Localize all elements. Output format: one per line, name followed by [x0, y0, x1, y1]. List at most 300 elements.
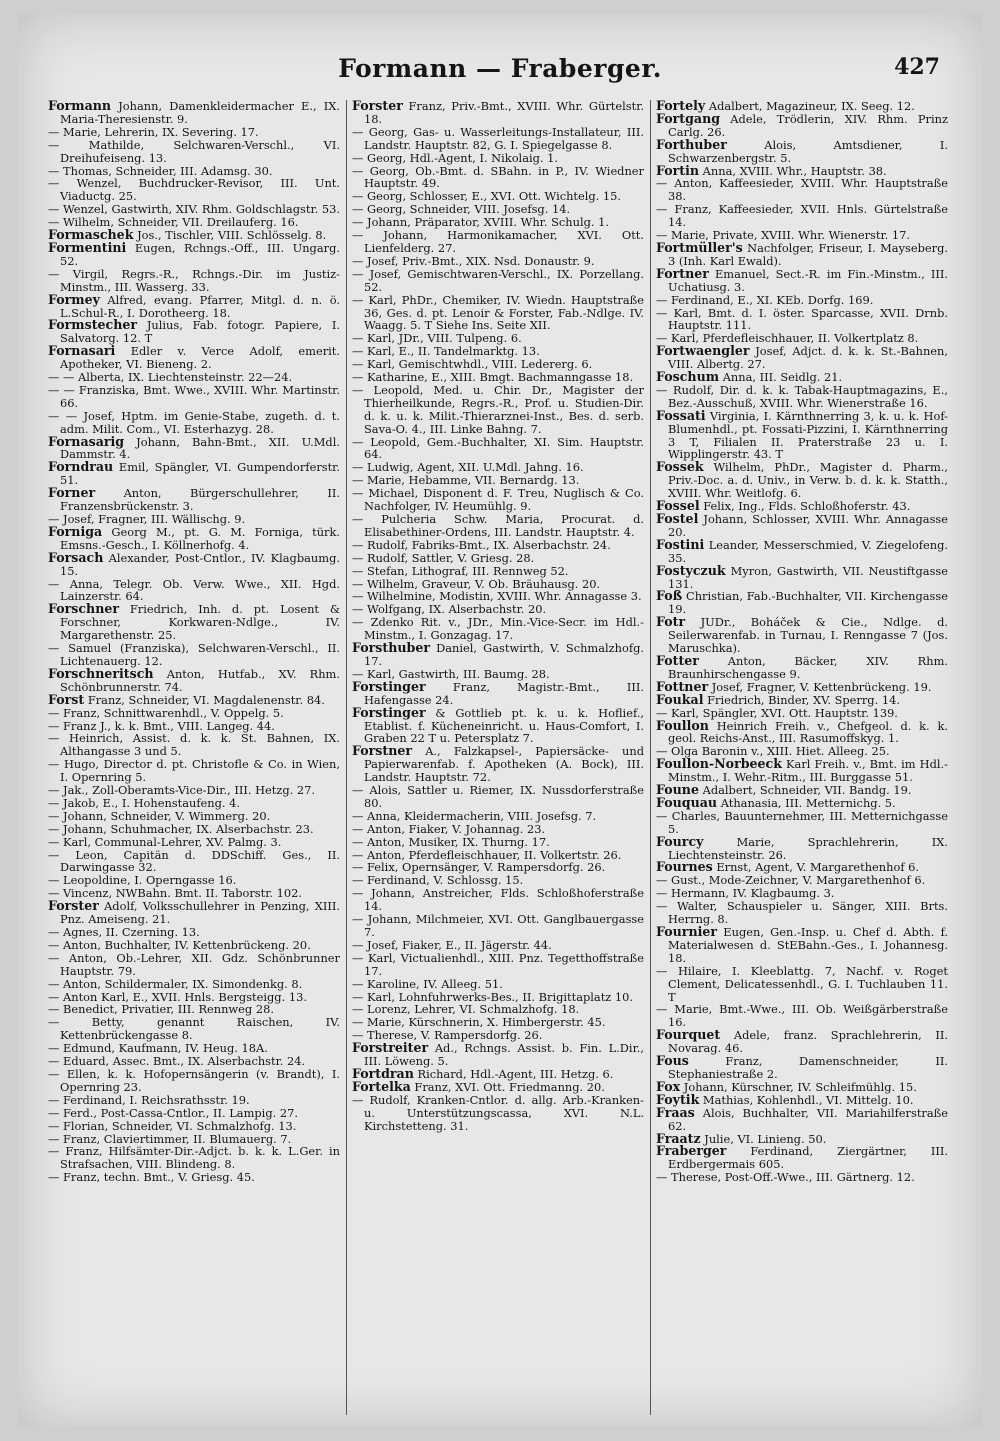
- directory-entry: [656, 110, 948, 139]
- entry-surname: Fouquau: [656, 794, 718, 810]
- entry-surname: Fraberger: [656, 1143, 727, 1159]
- directory-entry: [656, 810, 948, 836]
- directory-entry: [48, 1016, 340, 1042]
- directory-entry: [656, 717, 948, 746]
- directory-entry: [352, 745, 644, 784]
- directory-entry: [352, 784, 644, 810]
- entry-details: — Ferd., Post-Cassa-Cntlor., II. Lampig. 27.: [48, 1105, 298, 1120]
- entry-details: — Wilhelm, Schneider, VII. Dreilauferg. 16.: [48, 215, 299, 230]
- entry-details: — Johann, Präparator, XVIII. Whr. Schulg. 1.: [352, 215, 610, 230]
- entry-surname: Foukal: [656, 691, 704, 707]
- entry-surname: Foullon: [656, 717, 709, 733]
- entry-details: Alfred, evang. Pfarrer, Mitgl. d. n. ö. L.Schul-R., I. Dorotheerg. 18.: [60, 292, 340, 320]
- entry-details: Christian, Fab.-Buchhalter, VII. Kirchengasse 19.: [668, 589, 948, 617]
- entry-surname: Fotr: [656, 614, 686, 630]
- directory-entry: [352, 126, 644, 152]
- entry-details: — Georg, Hdl.-Agent, I. Nikolaig. 1.: [352, 150, 559, 165]
- entry-details: — Josef, Fragner, III. Wällischg. 9.: [48, 512, 246, 526]
- directory-entry: [48, 433, 340, 462]
- entry-surname: Formey: [48, 291, 100, 307]
- entry-details: — Felix, Opernsänger, V. Rampersdorfg. 26.: [352, 860, 606, 875]
- entry-details: — — Franziska, Bmt. Wwe., XVIII. Whr. Martinstr. 66.: [48, 382, 340, 410]
- entry-surname: Fraatz: [656, 1130, 701, 1146]
- entry-details: — Therese, Post-Off.-Wwe., III. Gärtnerg. 12.: [656, 1170, 915, 1185]
- directory-entry: [352, 268, 644, 294]
- entry-details: — Anton, Kaffeesieder, XVIII. Whr. Hauptstraße 38.: [656, 176, 948, 204]
- directory-entry: [656, 345, 948, 371]
- entry-details: — Karl, Gemischtwhdl., VIII. Ledererg. 6.: [352, 357, 593, 372]
- directory-entry: [352, 513, 644, 539]
- entry-details: — Karl, E., II. Tandelmarktg. 13.: [352, 344, 540, 359]
- directory-entry: [352, 229, 644, 255]
- entry-surname: Formaschek: [48, 227, 134, 243]
- entry-details: — Leon, Capitän d. DDSchiff. Ges., II. Darwingasse 32.: [48, 847, 340, 875]
- entry-details: Adolf, Volksschullehrer in Penzing, XIII. Pnz. Ameiseng. 21.: [60, 899, 340, 927]
- entry-surname: Fournier: [656, 924, 718, 939]
- entry-surname: Fournes: [656, 859, 713, 875]
- entry-surname: Forschneritsch: [48, 665, 154, 681]
- entry-surname: Fornasarig: [48, 433, 125, 449]
- entry-details: Anton, Hutfab., XV. Rhm. Schönbrunnerstr. 74.: [60, 666, 340, 694]
- entry-details: — Georg, Gas- u. Wasserleitungs-Installateur, III. Landstr. Hauptstr. 82, G. I. Spiegelgasse 8.: [352, 124, 644, 152]
- entry-details: — Florian, Schneider, VI. Schmalzhofg. 13.: [48, 1118, 297, 1133]
- entry-details: — Hugo, Director d. pt. Christofle & Co. in Wien, I. Opernring 5.: [48, 757, 340, 785]
- directory-entry: [48, 578, 340, 604]
- entry-details: — Hilaire, I. Kleeblattg. 7, Nachf. v. Roget Clement, Delicatessenhdl., G. I. Tuchlauben 11. T: [656, 963, 948, 1004]
- directory-entry: [48, 952, 340, 978]
- entry-details: — Anton, Musiker, IX. Thurng. 17.: [352, 834, 550, 849]
- entry-details: — Josef, Gemischtwaren-Verschl., IX. Porzellang. 52.: [352, 266, 644, 294]
- directory-entry: [656, 177, 948, 203]
- entry-details: Georg M., pt. G. M. Forniga, türk. Emsns.-Gesch., I. Köllnerhofg. 4.: [60, 524, 340, 552]
- entry-surname: Forstinger: [352, 678, 426, 694]
- entry-details: — Walter, Schauspieler u. Sänger, XIII. Brts. Herrng. 8.: [656, 899, 948, 927]
- entry-details: — Samuel (Franziska), Selchwaren-Verschl., II. Lichtenauerg. 12.: [48, 641, 340, 668]
- entry-details: Alexander, Post-Cntlor., IV. Klagbaumg. 15.: [60, 550, 340, 578]
- directory-entry: [656, 833, 948, 862]
- entry-surname: Forstner: [352, 743, 412, 759]
- directory-entry: [48, 239, 340, 268]
- entry-details: — Edmund, Kaufmann, IV. Heug. 18A.: [48, 1041, 268, 1056]
- entry-details: Myron, Gastwirth, VII. Neustiftgasse 131.: [668, 563, 948, 591]
- entry-details: — Olga Baronin v., XIII. Hiet. Alleeg. 25.: [656, 744, 890, 759]
- entry-details: — Rudolf, Fabriks-Bmt., IX. Alserbachstr. 24.: [352, 537, 611, 552]
- directory-entry: [352, 384, 644, 436]
- entry-details: — Karl, Lohnfuhrwerks-Bes., II. Brigittaplatz 10.: [352, 989, 634, 1004]
- entry-surname: Fortmüller's: [656, 239, 743, 255]
- entry-details: JUDr., Boháček & Cie., Ndlge. d. Seilerwarenfab. in Turnau, I. Renngasse 7 (Jos. Maruschka).: [668, 615, 948, 656]
- entry-details: Johann, Damenkleidermacher E., IX. Maria-Theresienstr. 9.: [60, 100, 340, 126]
- entry-details: — Anton, Buchhalter, IV. Kettenbrückeng. 20.: [48, 937, 311, 952]
- entry-surname: Forstinger: [352, 704, 426, 720]
- entry-details: — Leopoldine, I. Operngasse 16.: [48, 873, 237, 888]
- column-divider: [346, 100, 347, 1415]
- entry-details: — Rudolf, Sattler, V. Griesg. 28.: [352, 550, 535, 565]
- entry-surname: Forst: [48, 691, 85, 707]
- entry-surname: Forniga: [48, 523, 103, 539]
- directory-entry: [656, 590, 948, 616]
- entry-details: — Anna, Kleidermacherin, VIII. Josefsg. 7.: [352, 808, 597, 823]
- entry-details: Anton, Bürgerschullehrer, II. Franzensbrückenstr. 3.: [60, 486, 340, 514]
- entry-details: Karl Freih. v., Bmt. im Hdl.-Minstm., I. Wehr.-Ritm., III. Burggasse 51.: [668, 757, 948, 785]
- entry-surname: Formann: [48, 100, 112, 113]
- entry-details: — Ludwig, Agent, XII. U.Mdl. Jahng. 16.: [352, 460, 584, 475]
- directory-entry: [48, 1145, 340, 1171]
- entry-details: — Katharine, E., XIII. Bmgt. Bachmanngasse 18.: [352, 370, 634, 385]
- entry-details: Eugen, Gen.-Insp. u. Chef d. Abth. f. Materialwesen d. StEBahn.-Ges., I. Johannesg. 18.: [668, 925, 948, 965]
- entry-details: — Anton, Fiaker, V. Johannag. 23.: [352, 821, 546, 836]
- directory-entry: [48, 665, 340, 694]
- entry-surname: Forsach: [48, 549, 104, 565]
- entry-details: — Heinrich, Assist. d. k. k. St. Bahnen, IX. Althangasse 3 und 5.: [48, 731, 340, 759]
- entry-details: — Leopold, Gem.-Buchhalter, XI. Sim. Hauptstr. 64.: [352, 434, 644, 462]
- directory-entry: [352, 1094, 644, 1133]
- entry-surname: Forschner: [48, 601, 120, 617]
- directory-page: [18, 14, 982, 1427]
- directory-entry: [656, 384, 948, 410]
- entry-details: Jos., Tischler, VIII. Schlösselg. 8.: [137, 228, 327, 243]
- directory-entry: [48, 291, 340, 320]
- entry-details: Adalbert, Magazineur, IX. Seeg. 12.: [708, 100, 915, 113]
- entry-details: Adele, Trödlerin, XIV. Rhm. Prinz Carlg. 26.: [668, 111, 948, 139]
- entry-details: Edler v. Verce Adolf, emerit. Apotheker, VI. Bieneng. 2.: [60, 344, 340, 372]
- directory-entry: [352, 678, 644, 707]
- directory-entry: [352, 487, 644, 513]
- entry-details: Richard, Hdl.-Agent, III. Hetzg. 6.: [417, 1066, 614, 1081]
- entry-details: Alois, Amtsdiener, I. Schwarzenbergstr. 5.: [668, 137, 948, 165]
- entry-details: Felix, Ing., Flds. Schloßhoferstr. 43.: [703, 499, 911, 514]
- directory-entry: [656, 239, 948, 268]
- directory-entry: [48, 1068, 340, 1094]
- directory-entry: [352, 165, 644, 191]
- directory-entry: [352, 887, 644, 913]
- directory-entry: [656, 536, 948, 565]
- entry-details: — Wenzel, Buchdrucker-Revisor, III. Unt. Viaductg. 25.: [48, 176, 340, 204]
- entry-surname: Fossek: [656, 459, 704, 475]
- entry-details: Franz, XVI. Ott. Friedmanng. 20.: [414, 1079, 605, 1094]
- entry-details: Heinrich Freih. v., Chefgeol. d. k. k. geol. Reichs-Anst., III. Rasumoffskyg. 1.: [668, 718, 948, 746]
- entry-details: — Franz, Claviertimmer, II. Blumauerg. 7.: [48, 1131, 292, 1146]
- directory-entry: [656, 652, 948, 681]
- columns: [48, 100, 952, 1415]
- directory-entry: [656, 1003, 948, 1029]
- entry-surname: Foullon-Norbeeck: [656, 756, 782, 772]
- entry-surname: Fostini: [656, 536, 705, 552]
- entry-details: Ernst, Agent, V. Margarethenhof 6.: [716, 860, 920, 875]
- entry-surname: Fornasari: [48, 343, 116, 359]
- entry-surname: Foune: [656, 782, 699, 798]
- entry-details: Nachfolger, Friseur, I. Mayseberg. 3 (Inh. Karl Ewald).: [668, 240, 948, 268]
- directory-entry: [656, 965, 948, 1004]
- directory-entry: [656, 562, 948, 591]
- entry-surname: Fortely: [656, 100, 706, 113]
- directory-entry: [352, 952, 644, 978]
- entry-details: — Karl, PhDr., Chemiker, IV. Wiedn. Hauptstraße 36, Ges. d. pt. Lenoir & Forster, Fab.-Ndlge. IV. Waagg. 5. T Siehe Ins. Seite XII.: [352, 292, 644, 333]
- directory-entry: [48, 849, 340, 875]
- directory-entry: [352, 436, 644, 462]
- entry-details: — Karl, Victualienhdl., XIII. Pnz. Tegetthoffstraße 17.: [352, 950, 644, 978]
- entry-details: — Ellen, k. k. Hofopernsängerin (v. Brandt), I. Opernring 23.: [48, 1066, 340, 1094]
- page-header: [18, 54, 982, 94]
- directory-entry: [48, 139, 340, 165]
- entry-details: Friedrich, Binder, XV. Sperrg. 14.: [707, 692, 900, 707]
- entry-details: — Wolfgang, IX. Alserbachstr. 20.: [352, 602, 547, 617]
- directory-entry: [48, 461, 340, 487]
- entry-details: — Rudolf, Dir. d. k. k. Tabak-Hauptmagazins, E., Bez.-Ausschuß, XVIII. Whr. Wienerstraße 16.: [656, 382, 948, 410]
- entry-details: Anna, III. Seidlg. 21.: [722, 370, 843, 385]
- directory-entry: [656, 307, 948, 333]
- entry-details: — Ferdinand, E., XI. KEb. Dorfg. 169.: [656, 292, 874, 307]
- entry-details: A., Falzkapsel-, Papiersäcke- und Papierwarenfab. f. Apotheken (A. Bock), III. Landstr. Hauptstr. 72.: [364, 744, 644, 785]
- directory-entry: [656, 407, 948, 462]
- directory-entry: [48, 549, 340, 578]
- entry-details: Athanasia, III. Metternichg. 5.: [720, 795, 896, 810]
- directory-entry: [656, 513, 948, 539]
- directory-entry: [656, 758, 948, 784]
- entry-surname: Forster: [352, 100, 403, 113]
- entry-details: Emil, Spängler, VI. Gumpendorferstr. 51.: [60, 460, 340, 488]
- entry-details: — Pulcheria Schw. Maria, Procurat. d. Elisabethiner-Ordens, III. Landstr. Hauptstr. 4.: [352, 512, 644, 539]
- entry-details: — Johann, Schuhmacher, IX. Alserbachstr. 23.: [48, 821, 314, 836]
- directory-entry: [656, 900, 948, 926]
- entry-details: — Anton, Ob.-Lehrer, XII. Gdz. Schönbrunner Hauptstr. 79.: [48, 950, 340, 978]
- entry-details: — Jak., Zoll-Oberamts-Vice-Dir., III. Hetzg. 27.: [48, 783, 315, 798]
- entry-surname: Fostel: [656, 511, 699, 526]
- entry-details: — Johann, Milchmeier, XVI. Ott. Ganglbauergasse 7.: [352, 912, 644, 939]
- entry-surname: Forsthuber: [352, 640, 430, 656]
- entry-details: — Jakob, E., I. Hohenstaufeng. 4.: [48, 795, 241, 810]
- entry-surname: Fourcy: [656, 833, 704, 849]
- directory-entry: [48, 268, 340, 294]
- entry-surname: Formentini: [48, 239, 127, 255]
- entry-details: Leander, Messerschmied, V. Ziegelofeng. 35.: [668, 537, 948, 565]
- directory-entry: [48, 523, 340, 552]
- directory-entry: [656, 1104, 948, 1133]
- entry-surname: Fortdran: [352, 1065, 414, 1081]
- entry-details: Emanuel, Sect.-R. im Fin.-Minstm., III. Uchatiusg. 3.: [668, 266, 948, 294]
- entry-details: — Johann, Anstreicher, Flds. Schloßhoferstraße 14.: [352, 886, 644, 914]
- entry-details: — Anna, Telegr. Ob. Verw. Wwe., XII. Hgd. Lainzerstr. 64.: [48, 576, 340, 604]
- entry-details: — Rudolf, Kranken-Cntlor. d. allg. Arb.-Kranken- u. Unterstützungscassa, XVI. N.L. Kirchstetteng. 31.: [352, 1092, 644, 1133]
- entry-details: — Georg, Schneider, VIII. Josefsg. 14.: [352, 202, 571, 217]
- entry-surname: Fortgang: [656, 110, 721, 126]
- entry-details: — Johann, Harmonikamacher, XVI. Ott. Lienfelderg. 27.: [352, 228, 644, 255]
- entry-details: Mathias, Kohlenhdl., VI. Mittelg. 10.: [702, 1092, 914, 1107]
- entry-surname: Fortin: [656, 162, 700, 178]
- column-middle: [352, 100, 644, 1415]
- entry-details: Marie, Sprachlehrerin, IX. Liechtensteinstr. 26.: [668, 834, 948, 862]
- directory-entry: [656, 265, 948, 294]
- entry-details: — Wilhelm, Graveur, V. Ob. Bräuhausg. 20.: [352, 576, 601, 591]
- entry-details: — Ferdinand, V. Schlossg. 15.: [352, 873, 524, 888]
- entry-details: — Karl, Communal-Lehrer, XV. Palmg. 3.: [48, 834, 282, 849]
- entry-details: — Marie, Bmt.-Wwe., III. Ob. Weißgärberstraße 16.: [656, 1002, 948, 1030]
- directory-entry: [48, 603, 340, 642]
- entry-surname: Forstreiter: [352, 1040, 429, 1056]
- entry-details: — Karoline, IV. Alleeg. 51.: [352, 976, 503, 991]
- entry-surname: Foß: [656, 588, 683, 604]
- directory-entry: [48, 758, 340, 784]
- entry-details: — Wenzel, Gastwirth, XIV. Rhm. Goldschlagstr. 53.: [48, 202, 340, 217]
- entry-details: — Virgil, Regrs.-R., Rchngs.-Dir. im Justiz-Minstm., III. Wasserg. 33.: [48, 266, 340, 294]
- entry-details: — Karl, JDr., VIII. Tulpeng. 6.: [352, 331, 522, 346]
- directory-entry: [352, 642, 644, 668]
- entry-details: — Zdenko Rit. v., JDr., Min.-Vice-Secr. im Hdl.-Minstm., I. Gonzagag. 17.: [352, 615, 644, 643]
- entry-details: Friedrich, Inh. d. pt. Losent & Forschner, Korkwaren-Ndlge., IV. Margarethenstr. 25.: [60, 602, 340, 643]
- directory-entry: [656, 616, 948, 655]
- entry-details: — Agnes, II. Czerning. 13.: [48, 925, 200, 939]
- entry-details: — Josef, Fiaker, E., II. Jägerstr. 44.: [352, 937, 552, 952]
- entry-details: — Georg, Schlosser, E., XVI. Ott. Wichtelg. 15.: [352, 189, 622, 204]
- entry-details: — Thomas, Schneider, III. Adamsg. 30.: [48, 163, 273, 178]
- entry-details: Eugen, Rchngs.-Off., III. Ungarg. 52.: [60, 240, 340, 268]
- entry-details: Anna, XVIII. Whr., Hauptstr. 38.: [702, 163, 887, 178]
- directory-entry: [48, 177, 340, 203]
- page-title: Formann — Fraberger.: [338, 54, 662, 83]
- entry-details: & Gottlieb pt. k. u. k. Hoflief., Etablist. f. Kücheneinricht. u. Haus-Comfort, I. Graben 22 T u. Petersplatz 7.: [364, 705, 644, 746]
- entry-details: — Gust., Mode-Zeichner, V. Margarethenhof 6.: [656, 873, 926, 888]
- entry-details: — Lorenz, Lehrer, VI. Schmalzhofg. 18.: [352, 1002, 580, 1017]
- entry-details: Josef, Fragner, V. Kettenbrückeng. 19.: [711, 679, 932, 694]
- entry-details: Josef, Adjct. d. k. k. St.-Bahnen, VIII. Albertg. 27.: [668, 344, 948, 372]
- entry-surname: Fourquet: [656, 1027, 721, 1043]
- entry-details: Ferdinand, Ziergärtner, III. Erdbergermais 605.: [668, 1144, 948, 1172]
- entry-details: — Anton, Schildermaler, IX. Simondenkg. 8.: [48, 976, 303, 991]
- directory-entry: [48, 900, 340, 926]
- entry-surname: Forner: [48, 485, 96, 501]
- entry-surname: Fortner: [656, 265, 709, 281]
- directory-entry: [48, 100, 340, 126]
- directory-entry: [352, 1042, 644, 1068]
- entry-details: Julius, Fab. fotogr. Papiere, I. Salvatorg. 12. T: [60, 318, 340, 346]
- entry-details: — Johann, Schneider, V. Wimmerg. 20.: [48, 808, 271, 823]
- entry-details: — Franz, Kaffeesieder, XVII. Hnls. Gürtelstraße 14.: [656, 202, 948, 230]
- entry-surname: Formstecher: [48, 317, 138, 333]
- entry-details: — Franz J., k. k. Bmt., VIII. Langeg. 44.: [48, 718, 275, 733]
- directory-entry: [48, 1171, 340, 1184]
- directory-entry: [48, 384, 340, 410]
- entry-surname: Foschum: [656, 369, 720, 385]
- entry-surname: Forndrau: [48, 459, 114, 475]
- entry-details: — — Alberta, IX. Liechtensteinstr. 22—24.: [48, 370, 293, 385]
- entry-details: Anton, Bäcker, XIV. Rhm. Braunhirschengasse 9.: [668, 653, 948, 681]
- entry-surname: Fostyczuk: [656, 562, 726, 578]
- entry-surname: Forster: [48, 898, 99, 914]
- entry-details: Franz, Schneider, VI. Magdalenenstr. 84.: [87, 692, 325, 707]
- entry-details: — Karl, Spängler, XVI. Ott. Hauptstr. 139.: [656, 705, 898, 720]
- directory-entry: [656, 1145, 948, 1171]
- directory-entry: [352, 294, 644, 333]
- directory-entry: [656, 136, 948, 165]
- entry-details: — Franz, techn. Bmt., V. Griesg. 45.: [48, 1170, 255, 1185]
- entry-surname: Foytik: [656, 1091, 700, 1107]
- directory-entry: [656, 1171, 948, 1184]
- entry-details: — Betty, genannt Raischen, IV. Kettenbrückengasse 8.: [48, 1015, 340, 1043]
- entry-surname: Fotter: [656, 652, 699, 668]
- directory-entry: [48, 410, 340, 436]
- entry-details: — Georg, Ob.-Bmt. d. SBahn. in P., IV. Wiedner Hauptstr. 49.: [352, 163, 644, 191]
- entry-details: — Marie, Hebamme, VII. Bernardg. 13.: [352, 473, 580, 488]
- entry-surname: Fox: [656, 1078, 681, 1094]
- entry-details: Ad., Rchngs. Assist. b. Fin. L.Dir., III. Löweng. 5.: [364, 1041, 644, 1069]
- entry-details: — Franz, Hilfsämter-Dir.-Adjct. b. k. k. L.Ger. in Strafsachen, VIII. Blindeng. 8.: [48, 1144, 340, 1172]
- directory-entry: [48, 642, 340, 668]
- directory-entry: [656, 461, 948, 500]
- directory-entry: [48, 732, 340, 758]
- entry-details: — Vincenz, NWBahn. Bmt. II. Taborstr. 102.: [48, 886, 303, 901]
- entry-details: — Ferdinand, I. Reichsrathsstr. 19.: [48, 1092, 250, 1107]
- entry-surname: Fous: [656, 1053, 689, 1069]
- entry-surname: Fortwaengler: [656, 343, 750, 359]
- directory-entry: [352, 913, 644, 939]
- entry-surname: Forthuber: [656, 136, 727, 152]
- entry-details: Daniel, Gastwirth, V. Schmalzhofg. 17.: [364, 641, 644, 668]
- directory-entry: [656, 1055, 948, 1081]
- entry-details: — Therese, V. Rampersdorfg. 26.: [352, 1028, 543, 1043]
- entry-surname: Fraas: [656, 1104, 695, 1120]
- entry-details: Franz, Damenschneider, II. Stephaniestraße 2.: [668, 1054, 948, 1081]
- entry-details: Adele, franz. Sprachlehrerin, II. Novarag. 46.: [668, 1028, 948, 1056]
- entry-details: — Alois, Sattler u. Riemer, IX. Nussdorferstraße 80.: [352, 783, 644, 810]
- entry-details: — Karl, Gastwirth, III. Baumg. 28.: [352, 666, 550, 681]
- entry-details: — Charles, Bauunternehmer, III. Metternichgasse 5.: [656, 808, 948, 836]
- entry-details: — Anton Karl, E., XVII. Hnls. Bergsteigg. 13.: [48, 989, 307, 1004]
- entry-details: — Karl, Pferdefleischhauer, II. Volkertplatz 8.: [656, 331, 919, 346]
- entry-details: Johann, Kürschner, IV. Schleifmühlg. 15.: [683, 1079, 917, 1094]
- directory-entry: [656, 203, 948, 229]
- entry-details: — — Josef, Hptm. im Genie-Stabe, zugeth. d. t. adm. Milit. Com., VI. Esterhazyg. 28.: [48, 408, 340, 436]
- entry-details: — Karl, Bmt. d. I. öster. Sparcasse, XVII. Drnb. Hauptstr. 111.: [656, 305, 948, 333]
- entry-details: — Marie, Lehrerin, IX. Severing. 17.: [48, 124, 259, 139]
- entry-details: — Marie, Kürschnerin, X. Himbergerstr. 45.: [352, 1015, 606, 1030]
- entry-details: — Anton, Pferdefleischhauer, II. Volkertstr. 26.: [352, 847, 622, 862]
- directory-entry: [48, 319, 340, 345]
- entry-surname: Fottner: [656, 678, 709, 694]
- directory-entry: [656, 926, 948, 965]
- entry-details: — Wilhelmine, Modistin, XVIII. Whr. Annagasse 3.: [352, 589, 642, 604]
- entry-details: — Hermann, IV. Klagbaumg. 3.: [656, 886, 835, 901]
- entry-surname: Fortelka: [352, 1078, 411, 1094]
- directory-entry: [352, 616, 644, 642]
- entry-surname: Fossati: [656, 407, 706, 423]
- directory-entry: [48, 487, 340, 513]
- page-number: 427: [894, 54, 940, 80]
- entry-details: Franz, Magistr.-Bmt., III. Hafengasse 24.: [364, 679, 644, 707]
- entry-details: Alois, Buchhalter, VII. Mariahilferstraße 62.: [668, 1105, 948, 1133]
- entry-details: — Eduard, Assec. Bmt., IX. Alserbachstr. 24.: [48, 1054, 306, 1069]
- entry-details: — Benedict, Privatier, III. Rennweg 28.: [48, 1002, 274, 1017]
- entry-details: Wilhelm, PhDr., Magister d. Pharm., Priv.-Doc. a. d. Univ., in Verw. b. d. k. k. Statth., XVIII. Whr. Weitlofg. 6.: [668, 460, 948, 501]
- column-divider: [650, 100, 651, 1415]
- entry-details: — Michael, Disponent d. F. Treu, Nuglisch & Co. Nachfolger, IV. Heumühlg. 9.: [352, 486, 644, 514]
- directory-entry: [48, 345, 340, 371]
- entry-details: Adalbert, Schneider, VII. Bandg. 19.: [702, 783, 912, 798]
- entry-details: — Franz, Schnittwarenhdl., V. Oppelg. 5.: [48, 705, 284, 720]
- directory-entry: [352, 704, 644, 746]
- directory-entry: [352, 100, 644, 126]
- entry-details: — Josef, Priv.-Bmt., XIX. Nsd. Donaustr. 9.: [352, 253, 595, 268]
- entry-details: Franz, Priv.-Bmt., XVIII. Whr. Gürtelstr. 18.: [364, 100, 644, 126]
- entry-details: — Mathilde, Selchwaren-Verschl., VI. Dreihufeiseng. 13.: [48, 137, 340, 165]
- entry-details: — Stefan, Lithograf, III. Rennweg 52.: [352, 563, 569, 578]
- entry-details: — Marie, Private, XVIII. Whr. Wienerstr. 17.: [656, 228, 911, 243]
- column-left: [48, 100, 340, 1415]
- entry-details: Johann, Schlosser, XVIII. Whr. Annagasse 20.: [668, 512, 948, 539]
- directory-entry: [656, 1029, 948, 1055]
- entry-details: Johann, Bahn-Bmt., XII. U.Mdl. Dammstr. 4.: [60, 434, 340, 462]
- entry-surname: Fossel: [656, 498, 700, 514]
- entry-details: Julie, VI. Linieng. 50.: [704, 1131, 827, 1146]
